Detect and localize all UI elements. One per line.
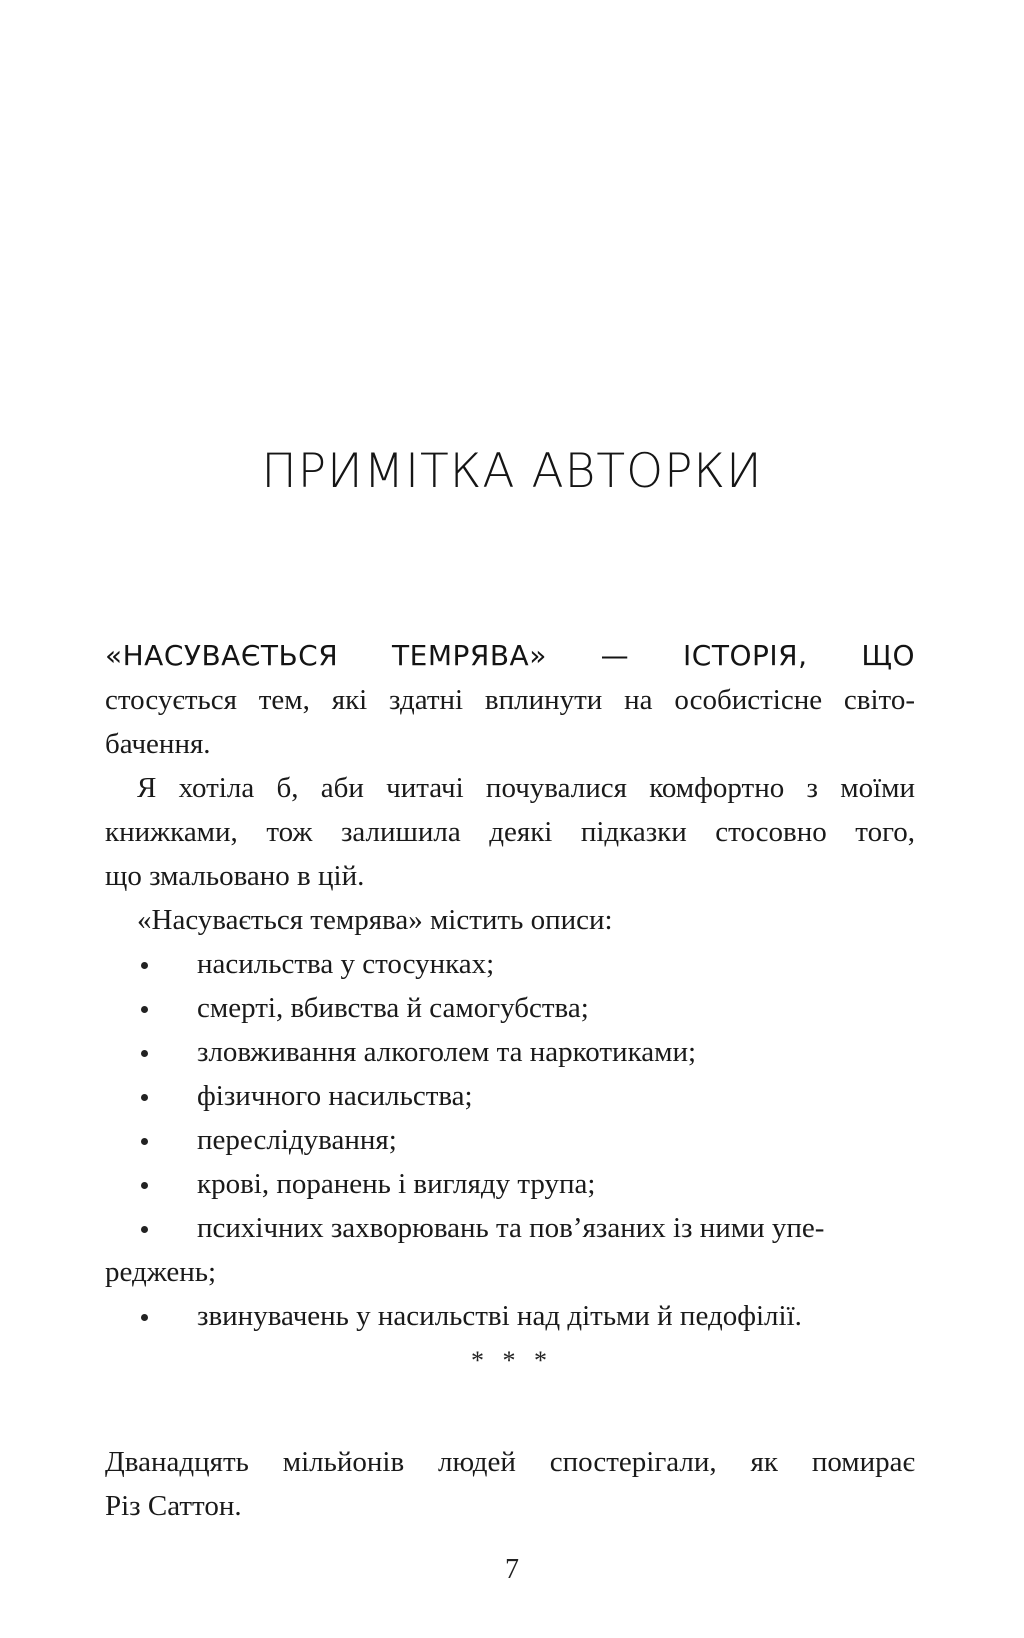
bullet-icon: [141, 1182, 148, 1189]
list-item: [105, 1118, 915, 1162]
list-item: [105, 942, 915, 986]
list-item: [105, 1162, 915, 1206]
list-item: [105, 1294, 915, 1338]
list-item-text: психічних захворювань та пов’язаних із ними упе-: [197, 1212, 825, 1244]
list-item-text: насильства у стосунках;: [197, 948, 495, 980]
list-item-continuation: реджень;: [105, 1256, 217, 1288]
list-item: [105, 1030, 915, 1074]
bullet-icon: [141, 1138, 148, 1145]
paragraph-line: книжками, тож залишила деякі підказки стосовно того,: [105, 816, 915, 848]
lead-paragraph: [105, 634, 915, 942]
list-item-text: звинувачень у насильстві над дітьми й педофілії.: [197, 1300, 802, 1332]
bullet-icon: [141, 1050, 148, 1057]
list-item: [105, 986, 915, 1030]
list-item-text: переслідування;: [197, 1124, 397, 1156]
list-item: [105, 1074, 915, 1118]
lead-line: бачення.: [105, 728, 211, 760]
page-title: ПРИМІТКА АВТОРКИ: [261, 444, 763, 499]
list-item-text: фізичного насильства;: [197, 1080, 473, 1112]
paragraph-line: що змальовано в цій.: [105, 860, 365, 892]
lead-line: стосується тем, які здатні вплинути на особистісне світо-: [105, 684, 915, 716]
page-number: 7: [505, 1554, 519, 1585]
lead-caps-heading: «НАСУВАЄТЬСЯ ТЕМРЯВА» — ІСТОРІЯ, ЩО: [105, 639, 915, 672]
list-item: [105, 1206, 915, 1294]
list-intro: «Насувається темрява» містить описи:: [137, 904, 613, 936]
list-item-text: зловживання алкоголем та наркотиками;: [197, 1036, 697, 1068]
closing-line: Дванадцять мільйонів людей спостерігали, як помирає: [105, 1446, 915, 1478]
content-warning-list: [105, 942, 915, 1338]
bullet-icon: [141, 1226, 148, 1233]
paragraph-line: Я хотіла б, аби читачі почувалися комфортно з моїми: [137, 772, 915, 804]
closing-line: Різ Саттон.: [105, 1490, 242, 1522]
bullet-icon: [141, 1006, 148, 1013]
list-item-text: смерті, вбивства й самогубства;: [197, 992, 589, 1024]
closing-paragraph: [105, 1440, 915, 1528]
bullet-icon: [141, 1094, 148, 1101]
list-item-text: крові, поранень і вигляду трупа;: [197, 1168, 596, 1200]
section-separator: * * *: [471, 1346, 553, 1375]
bullet-icon: [141, 962, 148, 969]
bullet-icon: [141, 1314, 148, 1321]
